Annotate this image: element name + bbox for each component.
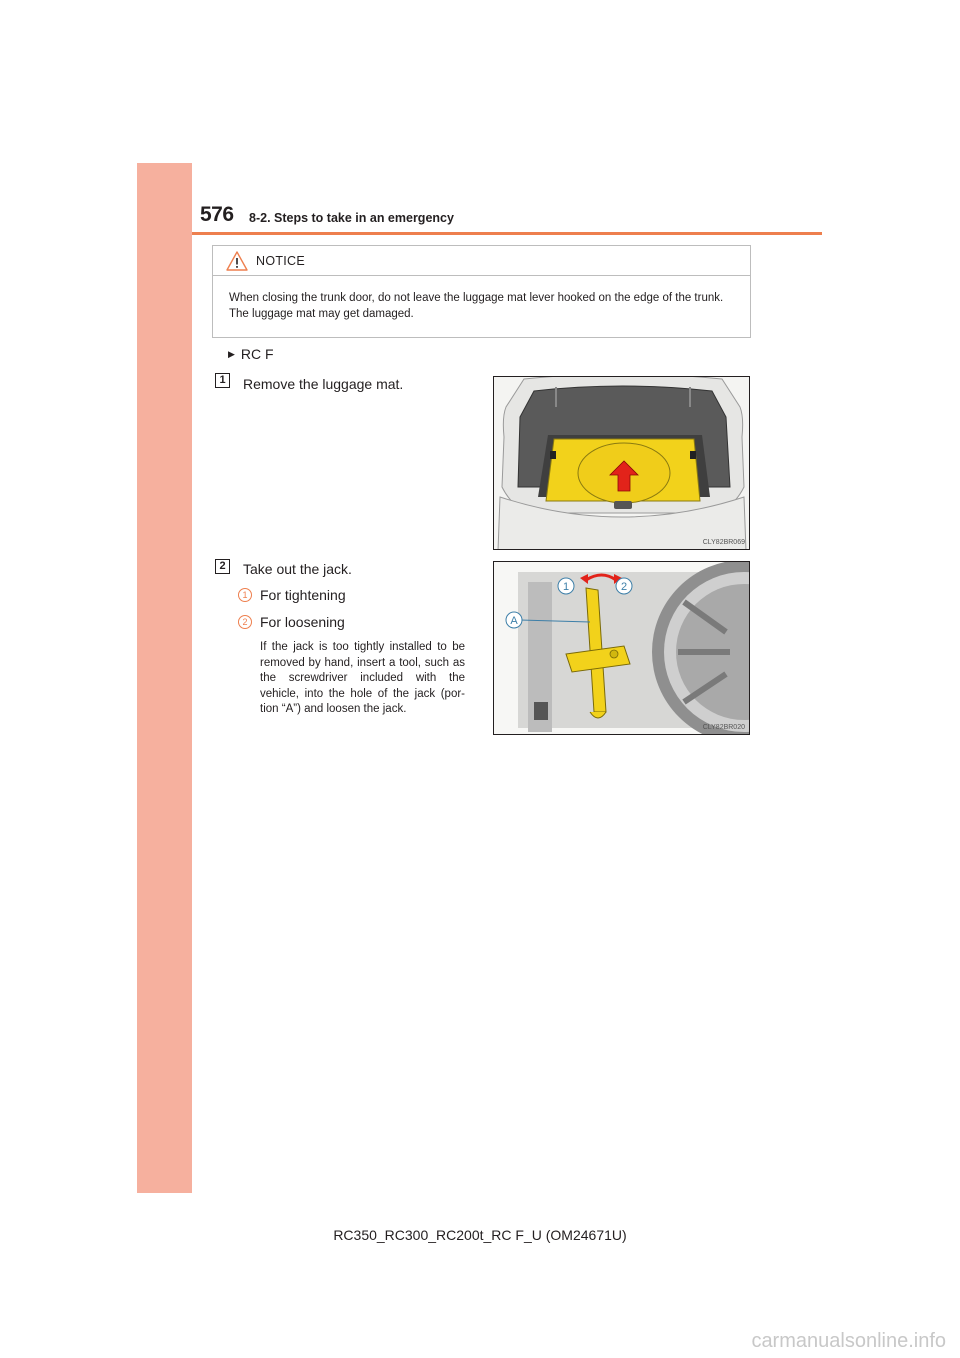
model-label-text: RC F bbox=[240, 346, 274, 362]
figure-label-1: 1 bbox=[562, 581, 570, 593]
figure-jack-removal bbox=[493, 561, 750, 735]
circle-number-1: 1 bbox=[238, 588, 252, 602]
figure-label-2: 2 bbox=[620, 581, 628, 593]
sub-item-tightening: For tightening bbox=[260, 587, 346, 603]
watermark: carmanualsonline.info bbox=[751, 1330, 946, 1352]
figure-code-2: CLY82BR020 bbox=[702, 724, 745, 731]
jack-illustration bbox=[494, 562, 750, 735]
figure-trunk-luggage-mat bbox=[493, 376, 750, 550]
figure-code-1: CLY82BR069 bbox=[702, 539, 745, 546]
bullet-arrow-icon: ▶ bbox=[228, 349, 235, 359]
step-text-2: Take out the jack. bbox=[243, 561, 352, 577]
header-rule bbox=[192, 232, 822, 235]
page-header bbox=[0, 0, 960, 240]
model-label bbox=[228, 346, 274, 362]
circle-number-2: 2 bbox=[238, 615, 252, 629]
sub-item-loosening: For loosening bbox=[260, 614, 345, 630]
trunk-illustration bbox=[494, 377, 750, 550]
notice-box bbox=[212, 245, 751, 338]
notice-text: When closing the trunk door, do not leave the luggage mat lever hooked on the edge of the trunk. The luggage mat may get damaged. bbox=[229, 292, 724, 320]
notice-header bbox=[213, 246, 750, 276]
figure-label-a: A bbox=[510, 615, 518, 627]
section-title: 8-2. Steps to take in an emergency bbox=[249, 211, 454, 225]
step-text-1: Remove the luggage mat. bbox=[243, 376, 404, 392]
notice-label: NOTICE bbox=[256, 254, 306, 268]
step-number-2: 2 bbox=[215, 559, 230, 574]
page-footer: RC350_RC300_RC200t_RC F_U (OM24671U) bbox=[333, 1227, 627, 1243]
warning-icon bbox=[226, 251, 248, 271]
page-number: 576 bbox=[200, 203, 234, 226]
note-text: If the jack is too tightly installed to be removed by hand, insert a tool, such as the screwdriver included with the vehicle, into the hole of the jack (por- tion “A”) and loosen the jack. bbox=[260, 641, 465, 715]
step-number-1: 1 bbox=[215, 373, 230, 388]
side-band bbox=[137, 163, 192, 1193]
